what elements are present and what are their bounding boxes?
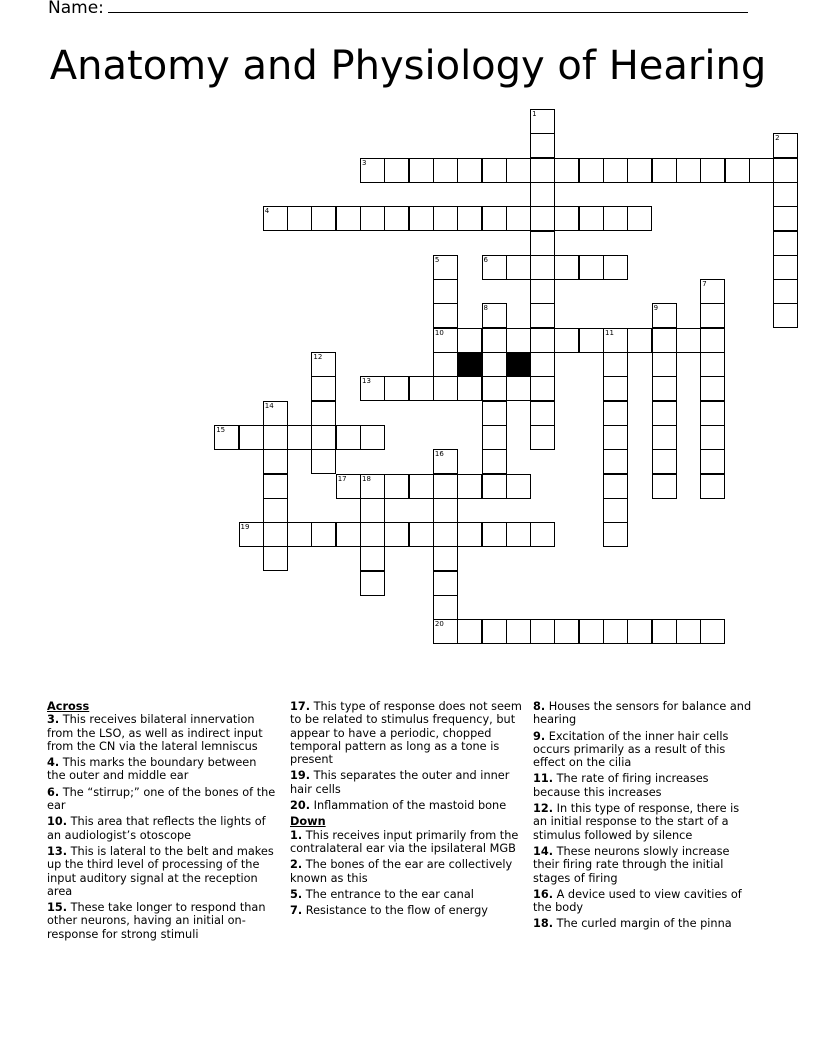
- grid-cell[interactable]: [530, 279, 555, 304]
- grid-cell[interactable]: [482, 522, 507, 547]
- grid-cell[interactable]: [652, 619, 677, 644]
- grid-cell[interactable]: [579, 255, 604, 280]
- clue-text: This area that reflects the lights of an audiologist’s otoscope: [47, 815, 266, 842]
- grid-cell[interactable]: [652, 328, 677, 353]
- clue-item: [290, 829, 522, 856]
- clue-number: 6: [483, 255, 488, 264]
- grid-cell[interactable]: [482, 206, 507, 231]
- clue-number: 15: [216, 425, 226, 434]
- grid-cell[interactable]: [506, 206, 531, 231]
- clue-text: This marks the boundary between the outer and middle ear: [47, 756, 257, 783]
- grid-cell[interactable]: [603, 206, 628, 231]
- grid-cell[interactable]: [627, 158, 652, 183]
- grid-cell[interactable]: [603, 449, 628, 474]
- black-square: [506, 352, 531, 377]
- grid-cell[interactable]: [311, 449, 336, 474]
- grid-cell[interactable]: [482, 474, 507, 499]
- grid-cell[interactable]: [263, 522, 288, 547]
- grid-cell[interactable]: [433, 474, 458, 499]
- clue-item: [47, 901, 277, 941]
- clue-number: 16: [434, 450, 444, 459]
- clue-text: This receives bilateral innervation from the LSO, as well as indirect input from the CN via the lateral lemniscus: [47, 713, 263, 753]
- grid-cell[interactable]: [506, 255, 531, 280]
- clue-number: 13.: [47, 844, 68, 858]
- clue-number: 5: [434, 255, 440, 264]
- clue-number: 19: [240, 523, 250, 532]
- grid-cell[interactable]: [603, 401, 628, 426]
- grid-cell[interactable]: [433, 595, 458, 620]
- grid-cell[interactable]: [311, 401, 336, 426]
- grid-cell[interactable]: [263, 449, 288, 474]
- grid-cell[interactable]: [603, 158, 628, 183]
- grid-cell[interactable]: [457, 206, 482, 231]
- grid-cell[interactable]: [433, 376, 458, 401]
- across-heading: Across: [47, 700, 90, 713]
- grid-cell[interactable]: [336, 206, 361, 231]
- clue-text: These take longer to respond than other neurons, having an initial on-response for strong stimuli: [47, 901, 266, 941]
- clue-number: 10.: [47, 815, 68, 829]
- grid-cell[interactable]: [360, 376, 385, 401]
- clue-item: [47, 786, 277, 813]
- grid-cell[interactable]: [360, 206, 385, 231]
- grid-cell[interactable]: [506, 376, 531, 401]
- grid-cell[interactable]: [311, 425, 336, 450]
- clue-number: 13: [362, 377, 371, 386]
- clue-item: [47, 756, 277, 783]
- clue-text: The curled margin of the pinna: [556, 917, 732, 931]
- clue-item: [290, 700, 522, 766]
- grid-cell[interactable]: [433, 158, 458, 183]
- clue-number: 16.: [533, 887, 554, 901]
- clue-item: [290, 799, 522, 812]
- clue-item: [47, 713, 277, 753]
- clue-number: 6.: [47, 785, 60, 799]
- grid-cell[interactable]: [360, 498, 385, 523]
- grid-cell[interactable]: [360, 425, 385, 450]
- grid-cell[interactable]: [603, 376, 628, 401]
- clue-item: [290, 888, 522, 901]
- grid-cell[interactable]: [652, 425, 677, 450]
- clue-number: 11.: [533, 772, 554, 786]
- name-label: Name:: [48, 0, 104, 18]
- grid-cell[interactable]: [384, 474, 409, 499]
- grid-cell[interactable]: [336, 474, 361, 499]
- grid-cell[interactable]: [554, 255, 579, 280]
- clue-text: Inflammation of the mastoid bone: [313, 799, 507, 813]
- grid-cell[interactable]: [263, 401, 288, 426]
- grid-cell[interactable]: [652, 376, 677, 401]
- grid-cell[interactable]: [530, 352, 555, 377]
- grid-cell[interactable]: [214, 425, 239, 450]
- clue-text: This receives input primarily from the contralateral ear via the ipsilateral MGB: [290, 828, 519, 855]
- clue-number: 10: [434, 328, 444, 337]
- grid-cell[interactable]: [311, 352, 336, 377]
- grid-cell[interactable]: [725, 158, 750, 183]
- grid-cell[interactable]: [263, 206, 288, 231]
- grid-cell[interactable]: [482, 449, 507, 474]
- grid-cell[interactable]: [482, 352, 507, 377]
- clue-number: 17: [337, 474, 347, 483]
- grid-cell[interactable]: [482, 255, 507, 280]
- grid-cell[interactable]: [652, 352, 677, 377]
- grid-cell[interactable]: [554, 158, 579, 183]
- grid-cell[interactable]: [773, 206, 798, 231]
- grid-cell[interactable]: [603, 474, 628, 499]
- grid-cell[interactable]: [773, 279, 798, 304]
- clues-column-2: [290, 700, 522, 920]
- grid-cell[interactable]: [603, 498, 628, 523]
- grid-cell[interactable]: [700, 352, 725, 377]
- grid-cell[interactable]: [700, 449, 725, 474]
- clue-number: 11: [605, 328, 614, 337]
- grid-cell[interactable]: [773, 158, 798, 183]
- grid-cell[interactable]: [433, 449, 458, 474]
- grid-cell[interactable]: [530, 619, 555, 644]
- grid-cell[interactable]: [700, 158, 725, 183]
- clue-text: This separates the outer and inner hair cells: [290, 769, 510, 796]
- grid-cell[interactable]: [457, 522, 482, 547]
- grid-cell[interactable]: [530, 303, 555, 328]
- grid-cell[interactable]: [652, 303, 677, 328]
- grid-cell[interactable]: [384, 522, 409, 547]
- grid-cell[interactable]: [311, 522, 336, 547]
- clue-item: [533, 917, 755, 930]
- clue-number: 7.: [290, 904, 303, 918]
- grid-cell[interactable]: [433, 279, 458, 304]
- page-title: Anatomy and Physiology of Hearing: [49, 43, 767, 89]
- grid-cell[interactable]: [482, 158, 507, 183]
- black-square: [457, 352, 482, 377]
- grid-cell[interactable]: [700, 619, 725, 644]
- grid-cell[interactable]: [554, 619, 579, 644]
- grid-cell[interactable]: [700, 328, 725, 353]
- clue-number: 4: [264, 207, 270, 216]
- clues-column-3: [533, 700, 755, 934]
- clue-item: [290, 858, 522, 885]
- grid-cell[interactable]: [433, 303, 458, 328]
- grid-cell[interactable]: [603, 619, 628, 644]
- clue-item: [533, 730, 755, 770]
- grid-cell[interactable]: [457, 158, 482, 183]
- grid-cell[interactable]: [457, 474, 482, 499]
- grid-cell[interactable]: [773, 255, 798, 280]
- grid-cell[interactable]: [482, 328, 507, 353]
- grid-cell[interactable]: [603, 425, 628, 450]
- grid-cell[interactable]: [433, 522, 458, 547]
- grid-cell[interactable]: [457, 376, 482, 401]
- grid-cell[interactable]: [530, 376, 555, 401]
- clue-number: 12: [313, 353, 323, 361]
- clue-number: 8.: [533, 700, 546, 713]
- clue-item: [533, 845, 755, 885]
- clue-number: 1.: [290, 828, 303, 842]
- grid-cell[interactable]: [530, 206, 555, 231]
- grid-cell[interactable]: [336, 425, 361, 450]
- grid-cell[interactable]: [360, 474, 385, 499]
- grid-cell[interactable]: [384, 158, 409, 183]
- grid-cell[interactable]: [360, 522, 385, 547]
- grid-cell[interactable]: [433, 255, 458, 280]
- clue-number: 8: [483, 304, 488, 313]
- grid-cell[interactable]: [652, 158, 677, 183]
- clue-item: [533, 802, 755, 842]
- grid-cell[interactable]: [506, 158, 531, 183]
- clue-text: Excitation of the inner hair cells occurs primarily as a result of this effect on the cilia: [533, 729, 729, 770]
- grid-cell[interactable]: [433, 571, 458, 596]
- clue-number: 4.: [47, 756, 60, 770]
- grid-cell[interactable]: [409, 522, 434, 547]
- grid-cell[interactable]: [700, 376, 725, 401]
- grid-cell[interactable]: [579, 328, 604, 353]
- grid-cell[interactable]: [263, 498, 288, 523]
- grid-cell[interactable]: [360, 158, 385, 183]
- clue-text: In this type of response, there is an initial response to the start of a stimulus followed by silence: [533, 802, 740, 842]
- clue-item: [533, 700, 755, 727]
- across-clue-list: [47, 713, 277, 941]
- grid-cell[interactable]: [409, 474, 434, 499]
- clue-number: 20.: [290, 799, 311, 813]
- grid-cell[interactable]: [433, 206, 458, 231]
- clue-number: 9: [653, 304, 659, 313]
- grid-cell[interactable]: [603, 352, 628, 377]
- grid-cell[interactable]: [384, 206, 409, 231]
- grid-cell[interactable]: [239, 425, 264, 450]
- grid-cell[interactable]: [530, 158, 555, 183]
- grid-cell[interactable]: [773, 182, 798, 207]
- grid-cell[interactable]: [482, 425, 507, 450]
- clue-item: [47, 815, 277, 842]
- grid-cell[interactable]: [773, 231, 798, 256]
- clue-text: Houses the sensors for balance and hearing: [533, 700, 752, 727]
- grid-cell[interactable]: [360, 546, 385, 571]
- clue-text: The rate of firing increases because this increases: [533, 772, 709, 799]
- grid-cell[interactable]: [603, 328, 628, 353]
- clue-text: A device used to view cavities of the body: [533, 887, 742, 915]
- grid-cell[interactable]: [530, 133, 555, 158]
- grid-cell[interactable]: [433, 498, 458, 523]
- grid-cell[interactable]: [603, 522, 628, 547]
- clues-column-1: [47, 700, 277, 944]
- clue-number: 3.: [47, 713, 60, 727]
- clue-text: The entrance to the ear canal: [305, 887, 474, 901]
- grid-cell[interactable]: [700, 279, 725, 304]
- grid-cell[interactable]: [530, 231, 555, 256]
- grid-cell[interactable]: [530, 522, 555, 547]
- down-clue-list: [533, 700, 755, 931]
- clue-number: 5.: [290, 887, 303, 901]
- grid-cell[interactable]: [263, 425, 288, 450]
- grid-cell[interactable]: [457, 328, 482, 353]
- clue-item: [533, 888, 755, 915]
- grid-cell[interactable]: [506, 328, 531, 353]
- clue-number: 17.: [290, 700, 311, 713]
- grid-cell[interactable]: [700, 401, 725, 426]
- grid-cell[interactable]: [530, 255, 555, 280]
- grid-cell[interactable]: [749, 158, 774, 183]
- grid-cell[interactable]: [506, 522, 531, 547]
- clue-number: 12.: [533, 802, 554, 816]
- grid-cell[interactable]: [409, 206, 434, 231]
- grid-cell[interactable]: [409, 376, 434, 401]
- grid-cell[interactable]: [311, 206, 336, 231]
- grid-cell[interactable]: [506, 474, 531, 499]
- grid-cell[interactable]: [579, 619, 604, 644]
- grid-cell[interactable]: [457, 619, 482, 644]
- clue-item: [290, 769, 522, 796]
- clue-number: 3: [362, 158, 367, 167]
- grid-cell[interactable]: [287, 206, 312, 231]
- grid-cell[interactable]: [530, 182, 555, 207]
- grid-cell[interactable]: [530, 328, 555, 353]
- grid-cell[interactable]: [700, 474, 725, 499]
- grid-cell[interactable]: [652, 401, 677, 426]
- grid-cell[interactable]: [263, 474, 288, 499]
- grid-cell[interactable]: [627, 619, 652, 644]
- grid-cell[interactable]: [482, 376, 507, 401]
- clue-item: [533, 772, 755, 799]
- grid-cell[interactable]: [627, 328, 652, 353]
- grid-cell[interactable]: [554, 328, 579, 353]
- grid-cell[interactable]: [773, 133, 798, 158]
- grid-cell[interactable]: [579, 206, 604, 231]
- grid-cell[interactable]: [433, 328, 458, 353]
- grid-cell[interactable]: [360, 571, 385, 596]
- grid-cell[interactable]: [700, 303, 725, 328]
- clue-number: 2: [775, 134, 780, 143]
- grid-cell[interactable]: [627, 206, 652, 231]
- grid-cell[interactable]: [263, 546, 288, 571]
- grid-cell[interactable]: [652, 449, 677, 474]
- grid-cell[interactable]: [676, 158, 701, 183]
- clue-text: These neurons slowly increase their firing rate through the initial stages of firing: [533, 844, 730, 885]
- clue-item: [47, 845, 277, 898]
- grid-cell[interactable]: [676, 328, 701, 353]
- clue-number: 19.: [290, 769, 311, 783]
- grid-cell[interactable]: [239, 522, 264, 547]
- grid-cell[interactable]: [579, 158, 604, 183]
- clue-number: 15.: [47, 901, 68, 915]
- clue-number: 14.: [533, 844, 554, 858]
- clue-number: 14: [264, 401, 274, 410]
- down-clue-list: [290, 829, 522, 918]
- down-heading: Down: [290, 815, 326, 829]
- clue-number: 9.: [533, 729, 546, 743]
- grid-cell[interactable]: [506, 619, 531, 644]
- clue-number: 7: [702, 280, 707, 289]
- grid-cell[interactable]: [652, 474, 677, 499]
- clue-number: 2.: [290, 858, 303, 872]
- grid-cell[interactable]: [530, 401, 555, 426]
- grid-cell[interactable]: [530, 425, 555, 450]
- grid-cell[interactable]: [409, 158, 434, 183]
- across-clue-list: [290, 700, 522, 812]
- grid-cell[interactable]: [700, 425, 725, 450]
- grid-cell[interactable]: [287, 522, 312, 547]
- clue-number: 1: [532, 110, 537, 118]
- clue-number: 20: [434, 620, 444, 629]
- grid-cell[interactable]: [603, 255, 628, 280]
- clue-text: Resistance to the flow of energy: [305, 904, 488, 918]
- clue-text: This is lateral to the belt and makes up the third level of processing of the input auditory signal at the reception area: [47, 844, 274, 898]
- grid-cell[interactable]: [336, 522, 361, 547]
- clue-text: The “stirrup;” one of the bones of the ear: [47, 785, 276, 813]
- grid-cell[interactable]: [482, 401, 507, 426]
- grid-cell[interactable]: [384, 376, 409, 401]
- clue-number: 18.: [533, 917, 554, 931]
- grid-cell[interactable]: [433, 546, 458, 571]
- clue-text: The bones of the ear are collectively known as this: [290, 858, 513, 885]
- grid-cell[interactable]: [433, 352, 458, 377]
- grid-cell[interactable]: [433, 619, 458, 644]
- clue-text: This type of response does not seem to be related to stimulus frequency, but appear to have a periodic, chopped temporal pattern as long as a tone is present: [290, 700, 522, 767]
- grid-cell[interactable]: [311, 376, 336, 401]
- clue-number: 18: [362, 474, 371, 483]
- grid-cell[interactable]: [773, 303, 798, 328]
- grid-cell[interactable]: [676, 619, 701, 644]
- grid-cell[interactable]: [554, 206, 579, 231]
- grid-cell[interactable]: [482, 619, 507, 644]
- grid-cell[interactable]: [287, 425, 312, 450]
- clue-item: [290, 904, 522, 917]
- grid-cell[interactable]: [482, 303, 507, 328]
- grid-cell[interactable]: [530, 109, 555, 134]
